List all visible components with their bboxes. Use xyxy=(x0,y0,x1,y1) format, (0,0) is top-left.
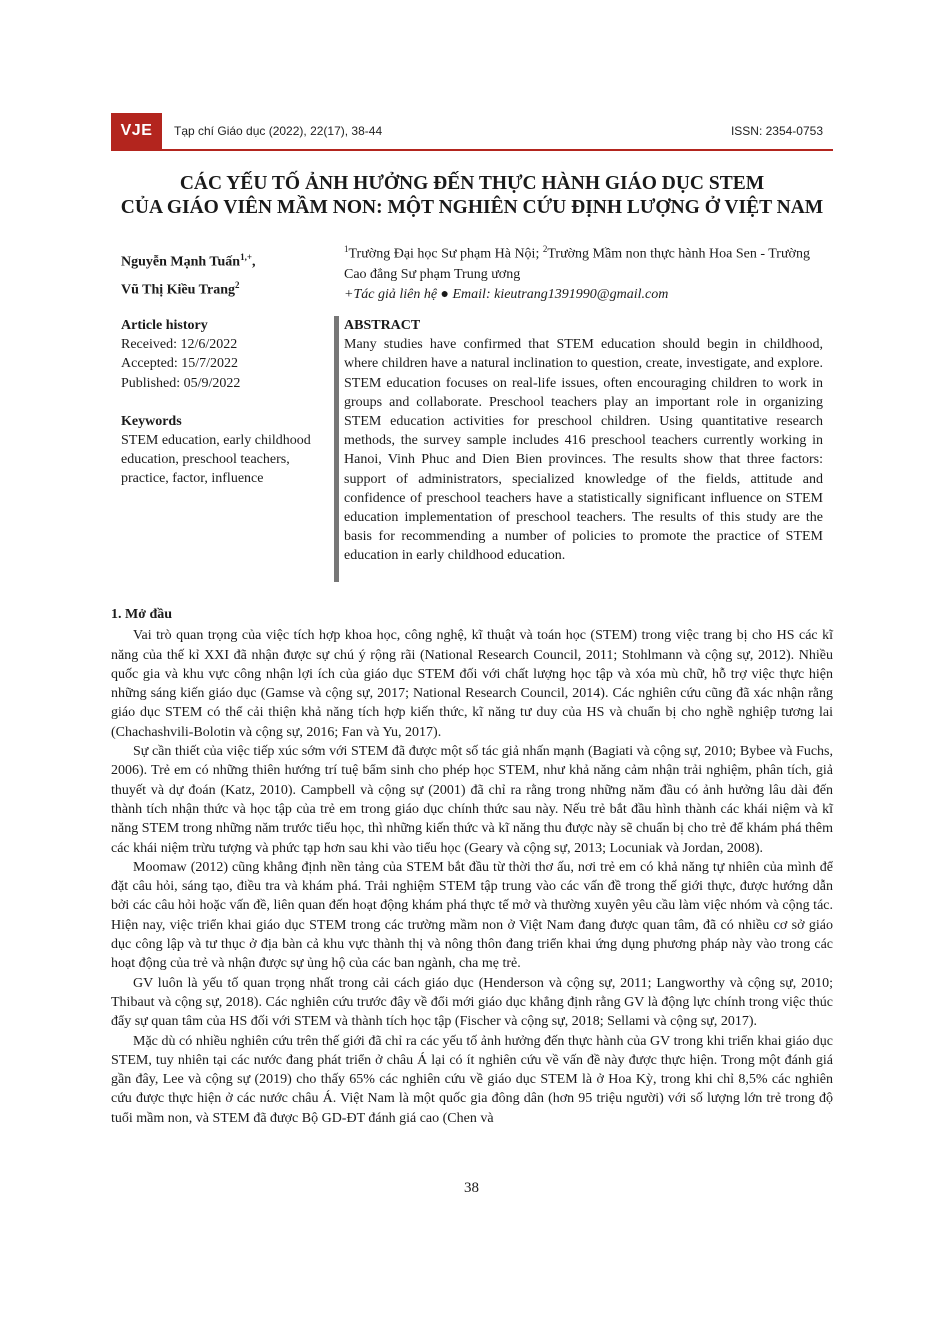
page-number: 38 xyxy=(464,1180,479,1196)
header-rule xyxy=(111,149,833,151)
received-date: Received: 12/6/2022 xyxy=(121,337,238,353)
article-history-heading: Article history xyxy=(121,318,208,333)
keywords-heading: Keywords xyxy=(121,413,182,429)
author-1: Nguyễn Mạnh Tuấn$^{1,+}$, xyxy=(121,252,256,270)
published-date: Published: 05/9/2022 xyxy=(121,375,241,391)
abstract-bar xyxy=(334,316,339,582)
contact-email: +Tác giả liên hệ ● Email: kieutrang1391990@gmail.com xyxy=(344,286,669,302)
article-title xyxy=(111,172,833,220)
accepted-date: Accepted: 15/7/2022 xyxy=(121,356,239,372)
affiliation-text: $^1$Trường Đại học Sư phạm Hà Nội; $^2$Trường Mầm non thực hành Hoa Sen - Trường Cao đẳng Sư phạm Trung ương xyxy=(344,244,810,282)
journal-citation: Tạp chí Giáo dục (2022), 22(17), 38-44 xyxy=(174,124,383,138)
paragraph: Sự cần thiết của việc tiếp xúc sớm với STEM đã được một số tác giả nhấn mạnh (Bagiati và cộng sự, 2010; Bybee và Fuchs, 2006). Trẻ em có những thiên hướng trí tuệ bẩm sinh cho phép học STEM, như khả năng cảm nhận trải nghiệm, phân tích, giả thuyết và dự đoán (Katz, 2010). Campbell và cộng sự (2001) đã chỉ ra rằng trong những năm đầu có ảnh hưởng lâu dài đến thành tích nhận thức và học tập của trẻ em trong giáo dục chính thức sau này. Nếu trẻ bắt đầu hình thành các khái niệm và kĩ năng STEM trong những năm trước tiểu học, thì những kiến thức và kĩ năng thu được này sẽ chuẩn bị cho trẻ để khám phá thêm các khái niệm trừu tượng và phức tạp hơn sau khi vào tiểu học (Geary và cộng sự, 2013; Locuniak và Jordan, 2008). xyxy=(111,744,833,856)
page-header xyxy=(111,113,833,149)
section-heading: 1. Mở đầu xyxy=(111,607,173,622)
paragraph: GV luôn là yếu tố quan trọng nhất trong cải cách giáo dục (Henderson và cộng sự, 2011; Langworthy và cộng sự, 2010; Thibaut và cộng sự, 2018). Các nghiên cứu trước đây về đổi mới giáo dục khẳng định rằng GV là động lực chính trong việc thúc đẩy sự quan tâm của HS đối với STEM và thành tích học tập (Fischer và cộng sự, 2018; Sellami và cộng sự, 2017). xyxy=(111,975,833,1030)
author-2: Vũ Thị Kiều Trang$^2$ xyxy=(121,279,240,298)
title-line-2: CỦA GIÁO VIÊN MẦM NON: MỘT NGHIÊN CỨU ĐỊNH LƯỢNG Ở VIỆT NAM xyxy=(120,197,824,218)
journal-logo: VJE xyxy=(111,113,162,149)
authors xyxy=(121,246,255,301)
paragraph: Moomaw (2012) cũng khẳng định nền tảng của STEM bắt đầu từ thời thơ ấu, nơi trẻ em có khả năng tự nhiên của mình để đặt câu hỏi, sáng tạo, điều tra và khám phá. Trải nghiệm STEM tập trung vào các vấn đề trong thế giới thực, được hướng dẫn bởi các câu hỏi hoặc vấn đề, liên quan đến hoạt động khám phá thực tế mở và thường xuyên yêu cầu làm việc nhóm và cộng tác. Hiện nay, việc triển khai giáo dục STEM trong các trường mầm non ở Việt Nam đang được quan tâm, đã có nhiều cơ sở giáo dục công lập và tư thục ở địa bàn cả khu vực thành thị và nông thôn đang triển khai ứng dụng phương pháp này vào trong các hoạt động của trẻ và nhận được sự ủng hộ của các ban ngành, cha mẹ trẻ. xyxy=(111,859,833,972)
abstract-text: Many studies have confirmed that STEM education should begin in childhood, where children have a natural inclination to question, create, investigate, and explore. STEM education focuses on real-life issues, often encouraging children to work in groups and collaborate. Preschool teachers play an important role in organizing STEM education activities for preschool children. Using quantitative research methods, the survey sample includes 416 preschool teachers currently working in Hanoi, Vinh Phuc and Dien Bien provinces. The results show that three factors: support of administrators, specialized knowledge of the fields, attitude and confidence of preschool teachers have a statistically significant influence on STEM education implementation of preschool teachers. The results of this study are the basis for recommending a number of policies to promote the practice of STEM education in early childhood education. xyxy=(344,337,823,564)
abstract-heading: ABSTRACT xyxy=(344,318,421,333)
title-line-1: CÁC YẾU TỐ ẢNH HƯỞNG ĐẾN THỰC HÀNH GIÁO DỤC STEM xyxy=(179,173,765,194)
keywords-list: STEM education, early childhood education, preschool teachers, practice, factor, influence xyxy=(121,433,311,487)
paragraph: Vai trò quan trọng của việc tích hợp khoa học, công nghệ, kĩ thuật và toán học (STEM) trong việc trang bị cho HS các kĩ năng của thế kỉ XXI đã nhận được sự chú ý rộng rãi (National Research Council, 2011; Stohlmann và cộng sự, 2012). Nhiều quốc gia và khu vực công nhận lợi ích của giáo dục STEM đối với chất lượng học tập và xóa mù chữ, hỗ trợ việc thực hiện những sáng kiến giáo dục (Gamse và cộng sự, 2017; National Research Council, 2014). Các nghiên cứu cũng đã xác nhận rằng giáo dục STEM có thể cải thiện khả năng tích hợp kiến thức, kĩ năng tư duy của HS và chuẩn bị cho nghề nghiệp tương lai (Chachashvili-Bolotin và cộng sự, 2016; Fan và Yu, 2017). xyxy=(111,628,833,740)
article-info xyxy=(121,316,311,489)
paragraph: Mặc dù có nhiều nghiên cứu trên thế giới đã chỉ ra các yếu tố ảnh hưởng đến thực hành của GV trong khi triển khai giáo dục STEM, tuy nhiên tại các nước đang phát triển ở châu Á lại có ít nghiên cứu về vấn đề này được thực hiện. Trong một đánh giá gần đây, Lee và cộng sự (2019) cho thấy 65% các nghiên cứu về giáo dục STEM là ở Hoa Kỳ, trong khi chỉ 8,5% các nghiên cứu được thực hiện ở các nước châu Á. Việt Nam là một quốc gia đông dân (hơn 95 triệu người) với số lượng lớn trẻ trong độ tuổi mầm non, và STEM đã được Bộ GD-ĐT đánh giá cao (Chen và xyxy=(111,1033,833,1126)
issn: ISSN: 2354-0753 xyxy=(730,124,823,138)
affiliations xyxy=(344,239,824,305)
article-body xyxy=(111,605,833,1128)
abstract xyxy=(344,316,823,566)
